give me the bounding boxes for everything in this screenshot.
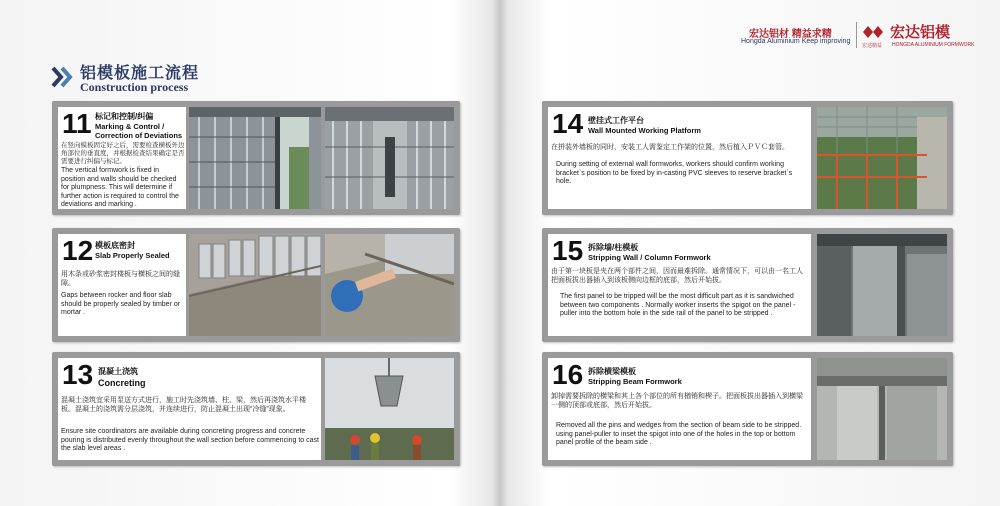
page-title: 铝模板施工流程 [80, 63, 200, 82]
step-label-cn: 拆除横梁模板 [588, 367, 636, 376]
sealing-work-photo [325, 234, 454, 336]
step-label-cn: 模板底密封 [95, 241, 135, 250]
step-desc-cn: 用木条或砂浆密封楼板与横板之间的缝隙。 [61, 271, 180, 287]
brand-logo-icon [862, 24, 884, 40]
step-text-panel [58, 107, 186, 209]
step-number: 15 [552, 235, 584, 266]
step-card-16 [542, 352, 953, 466]
step-number: 16 [552, 359, 584, 390]
step-text-panel [58, 234, 186, 336]
column-formwork-photo [325, 107, 454, 209]
step-label-cn: 拆除墙/柱模板 [588, 243, 639, 252]
step-text-panel [548, 234, 811, 336]
step-label-en: Concreting [98, 378, 146, 388]
step-label-en: Stripping Wall / Column Formwork [588, 253, 711, 262]
stripped-wall-photo [817, 234, 947, 336]
brand-sub-cn: 宏达精益 [862, 43, 883, 49]
concrete-bucket-photo [325, 358, 454, 460]
formwork-wall-photo [189, 107, 321, 209]
step-label-cn: 标记和控制/纠偏 [95, 112, 154, 121]
step-number: 14 [552, 108, 584, 139]
step-desc-cn: 由于第一块板是夹在两个部件之间，因而最难拆除。通常情况下，可以由一名工人把面板拔出器插入到该板侧向边框的底部，然后开始拔。 [551, 268, 803, 284]
step-text-panel [548, 107, 811, 209]
step-number: 12 [62, 235, 94, 266]
brand-divider [856, 22, 857, 48]
step-desc-cn: 卸掉需要拆除的横梁和其上各个部位的所有楢销和楔子。把面板拔出器插入到横梁一侧的顶部或底部，然后开始拔。 [551, 393, 803, 409]
step-text-panel [58, 358, 321, 460]
step-number: 11 [62, 108, 92, 139]
double-chevron-icon [50, 64, 76, 90]
step-desc-en: The first panel to be tripped will be the most difficult part as it is sandwiched between two components . Normally worker inserts the spigot on the panel -puller into the bottom hole in the side rail of the panel to be stripped . [560, 293, 796, 317]
step-desc-en: Ensure site coordinators are available during concreting progress and concrete pouring is distributed evenly throughout the wall section before commencing to cast the slab level areas . [61, 428, 319, 452]
page-subtitle: Construction process [80, 80, 189, 94]
brand-slogan: 宏达铝材 精益求精 [749, 29, 832, 40]
brand-sub-en: HONGDA ALUMINIUM FORMWORK [892, 42, 975, 48]
step-number: 13 [62, 359, 94, 390]
step-desc-cn: 在拼装外墙板的同时，安装工人需鉴定工作架的位置，然后植入ＰＶＣ套管。 [551, 144, 789, 151]
brand-name: 宏达铝模 [890, 24, 951, 41]
step-card-13 [52, 352, 460, 466]
step-label-en: Slab Properly Sealed [95, 251, 170, 260]
step-desc-cn: 混凝土浇筑宜采用泵送方式进行，施工时先浇筑墙、柱、梁，然后再浇筑水平楼板。混凝土的浇筑需分层浇筑，并连续进行，防止混凝土出现“冷缝”现象。 [61, 397, 306, 413]
page-fold [492, 0, 508, 506]
step-label-cn: 壁挂式工作平台 [588, 116, 644, 125]
step-desc-en: Removed all the pins and wedges from the section of beam side to be stripped. using panel-puller to inset the spigot into one of the holes in the top or bottom panel profile of the beam side . [556, 422, 802, 446]
step-label-en: Stripping Beam Formwork [588, 377, 682, 386]
step-text-panel [548, 358, 811, 460]
step-label-en: Marking & Control / Correction of Deviations [95, 122, 183, 140]
step-label-en: Wall Mounted Working Platform [588, 126, 701, 135]
platform-scaffold-photo [817, 107, 947, 209]
slab-formwork-photo [189, 234, 321, 336]
step-desc-en: Gaps between rocker and floor slab should be properly sealed by timber or mortar . [61, 292, 181, 316]
step-label-cn: 混凝土浇筑 [98, 367, 138, 376]
step-card-15 [542, 228, 953, 342]
step-desc-cn: 在竖向模板固定好之后，需要检查横板外边角部位的垂直度，并根据检查结果确定是否需要进行纠偏与标记。 [61, 142, 185, 165]
brand-slogan-en: Hongda Aluminium Keep improving [741, 38, 851, 45]
step-desc-en: During setting of external wall formworks, workers should confirm working bracket`s position to be fixed by in-casting PVC sleeves to reserve bracket`s hole. [556, 161, 793, 185]
stripped-beam-photo [817, 358, 947, 460]
step-desc-en: The vertical formwork is fixed in position and walls should be checked for plumpness. This will determine if further action is required to control the deviations and marking . [61, 167, 179, 208]
step-card-11 [52, 101, 460, 215]
step-card-14 [542, 101, 953, 215]
step-card-12 [52, 228, 460, 342]
